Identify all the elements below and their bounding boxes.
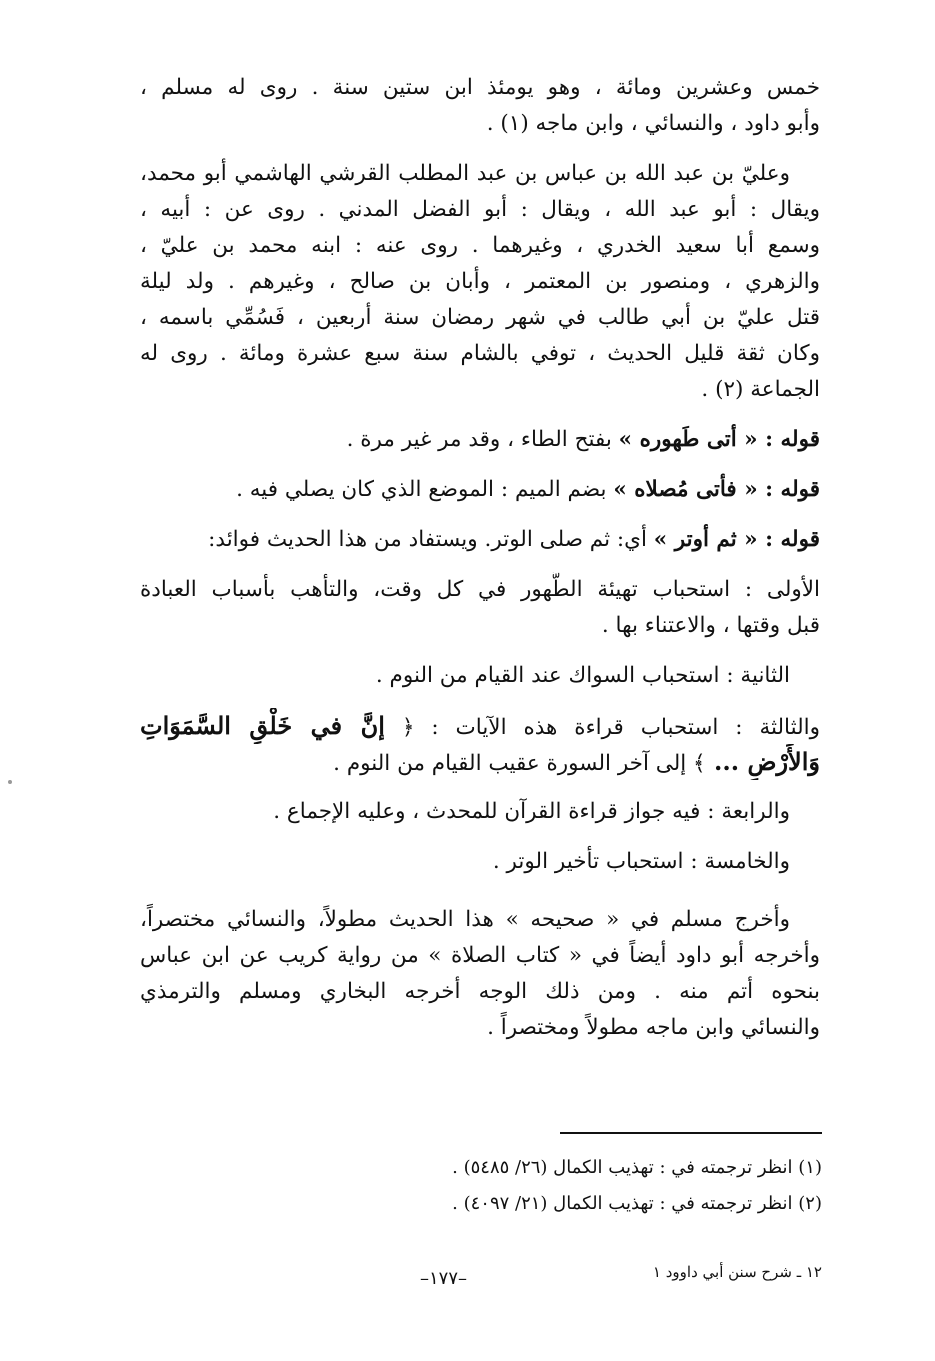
- text-line: قبل وقتها ، والاعتناء بها .: [601, 613, 820, 638]
- margin-dot: [8, 780, 12, 784]
- text-line: والزهري ، ومنصور بن المعتمر ، وأبان بن صالح ، وغيرهم . ولد ليلة: [140, 269, 820, 294]
- quote-rest: بضم الميم : الموضع الذي كان يصلي فيه .: [236, 477, 614, 502]
- quran-verse: إنَّ في خَلْقِ السَّمَوَاتِ: [140, 711, 385, 740]
- text-line: وكان ثقة قليل الحديث ، توفي بالشام سنة سبع عشرة ومائة . روى له: [140, 341, 820, 366]
- quote-rest: أي: ثم صلى الوتر. ويستفاد من هذا الحديث فوائد:: [208, 527, 654, 552]
- footnote: (٢) انظر ترجمته في : تهذيب الكمال (٢١/ ٤٠٩٧) .: [452, 1193, 822, 1214]
- text-line: والخامسة : استحباب تأخير الوتر .: [492, 849, 790, 874]
- text-line: وأبو داود ، والنسائي ، وابن ماجه (١) .: [486, 111, 820, 136]
- main-text: [140, 70, 820, 1046]
- text-line: الثانية : استحباب السواك عند القيام من النوم .: [375, 663, 790, 688]
- text-line: [140, 708, 820, 744]
- text-line: وسمع أبا سعيد الخدري ، وغيرهما . روى عنه : ابنه محمد بن عليّ ،: [140, 233, 820, 258]
- footnote-divider: [560, 1132, 822, 1134]
- text-line: وأخرج مسلم في « صحيحه » هذا الحديث مطولاً، والنسائي مختصراً،: [140, 907, 790, 932]
- quote-lead: قوله : « فأتى مُصلاه »: [613, 477, 820, 502]
- text-line: خمس وعشرين ومائة ، وهو يومئذ ابن ستين سنة . روى له مسلم ،: [140, 75, 820, 100]
- text-line: [140, 744, 820, 780]
- text-line: ويقال : أبو عبد الله ، ويقال : أبو الفضل المدني . روى عن : أبيه ،: [140, 197, 820, 222]
- text-line: والرابعة : فيه جواز قراءة القرآن للمحدث ، وعليه الإجماع .: [273, 799, 790, 824]
- text-line: وأخرجه أبو داود أيضاً في « كتاب الصلاة » من رواية كريب عن ابن عباس: [140, 943, 820, 968]
- text-line: الأولى : استحباب تهيئة الطَّهور في كل وقت، والتأهب بأسباب العبادة: [140, 577, 820, 602]
- quote-line: [140, 472, 820, 508]
- text-line: والنسائي وابن ماجه مطولاً ومختصراً .: [487, 1015, 820, 1040]
- quran-verse: وَالأَرْضِ ...: [705, 747, 820, 776]
- text-line: وعليّ بن عبد الله بن عباس بن عبد المطلب القرشي الهاشمي أبو محمد،: [140, 161, 790, 186]
- quote-lead: قوله : « أتى طَهوره »: [618, 427, 820, 452]
- page-number: –١٧٧–: [420, 1268, 468, 1289]
- page-footer: [420, 1262, 822, 1302]
- text-line: قتل عليّ بن أبي طالب في شهر رمضان سنة أربعين ، فَسُمِّي باسمه ،: [140, 305, 820, 330]
- text-line: الجماعة (٢) .: [701, 377, 820, 402]
- text-line: بنحوه أتم منه . ومن ذلك الوجه أخرجه البخاري ومسلم والترمذي: [140, 979, 820, 1004]
- footnotes: [360, 1150, 822, 1222]
- quote-lead: قوله : « ثم أوتر »: [653, 527, 820, 552]
- quote-line: [140, 522, 820, 558]
- quote-rest: بفتح الطاء ، وقد مر غير مرة .: [346, 427, 619, 452]
- verse-rest: ﴾ إلى آخر السورة عقيب القيام من النوم .: [333, 751, 706, 776]
- footnote: (١) انظر ترجمته في : تهذيب الكمال (٢٦/ ٥٤٨٥) .: [452, 1157, 822, 1178]
- quote-line: [140, 422, 820, 458]
- verse-intro: والثالثة : استحباب قراءة هذه الآيات : ﴿: [384, 715, 820, 740]
- book-reference: ١٢ ـ شرح سنن أبي داوود ١: [652, 1263, 822, 1281]
